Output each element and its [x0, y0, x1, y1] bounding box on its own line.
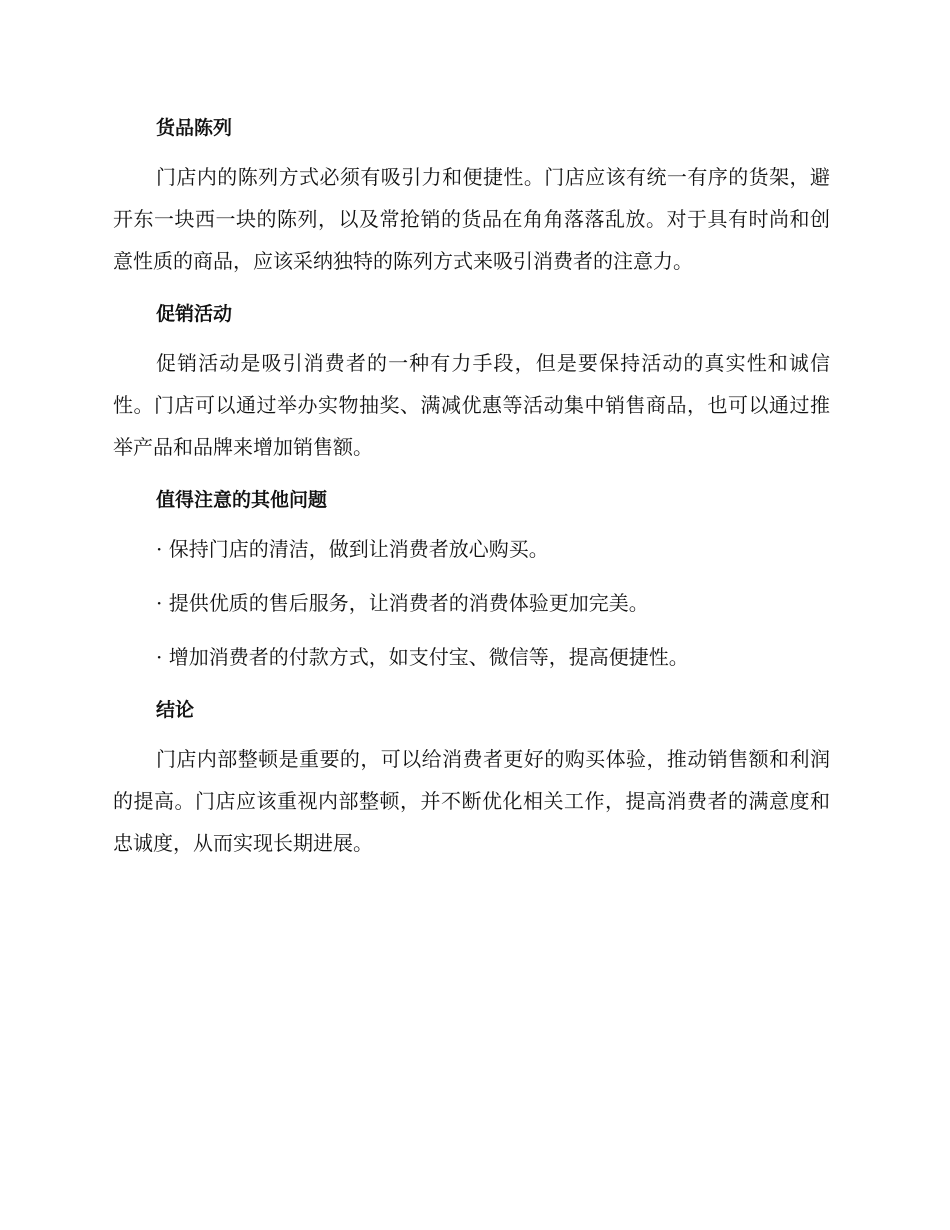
bullet-item-cleanliness: · 保持门店的清洁，做到让消费者放心购买。: [156, 537, 549, 561]
section-heading-conclusion: 结论: [156, 699, 195, 721]
section-paragraph-conclusion: 门店内部整顿是重要的，可以给消费者更好的购买体验，推动销售额和利润的提高。门店应该重视内部整顿，并不断优化相关工作，提高消费者的满意度和忠诚度，从而实现长期进展。: [113, 747, 830, 855]
bullet-item-after-sales: · 提供优质的售后服务，让消费者的消费体验更加完美。: [156, 591, 649, 615]
section-paragraph-display: 门店内的陈列方式必须有吸引力和便捷性。门店应该有统一有序的货架，避开东一块西一块的陈列，以及常抢销的货品在角角落落乱放。对于具有时尚和创意性质的商品，应该采纳独特的陈列方式来吸引消费者的注意力。: [113, 165, 830, 273]
bullet-item-payment: · 增加消费者的付款方式，如支付宝、微信等，提高便捷性。: [156, 645, 689, 669]
section-heading-promotion: 促销活动: [156, 303, 233, 325]
section-heading-other-issues: 值得注意的其他问题: [156, 489, 328, 511]
section-heading-display: 货品陈列: [156, 117, 233, 139]
document-body: [113, 108, 830, 876]
section-paragraph-promotion: 促销活动是吸引消费者的一种有力手段，但是要保持活动的真实性和诚信性。门店可以通过举办实物抽奖、满减优惠等活动集中销售商品，也可以通过推举产品和品牌来增加销售额。: [113, 351, 830, 459]
